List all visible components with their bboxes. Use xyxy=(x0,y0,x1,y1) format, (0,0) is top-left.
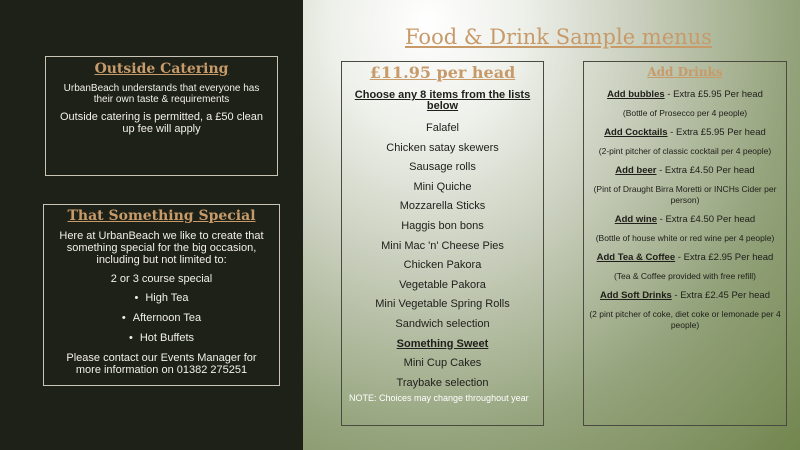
outside-catering-fee: Outside catering is permitted, a £50 clean up fee will apply xyxy=(59,111,263,135)
drink-desc: (Bottle of house white or red wine per 4 people) xyxy=(595,233,775,243)
food-item: Sandwich selection xyxy=(395,317,490,330)
drink-option: Add bubbles - Extra £5.95 Per head (Bottle of Prosecco per 4 people) xyxy=(589,89,781,119)
drink-price: Extra £2.45 Per head xyxy=(680,290,771,301)
special-item: • Hot Buffets xyxy=(54,332,269,344)
drink-option: Add beer - Extra £4.50 Per head (Pint of Draught Birra Moretti or INCHs Cider per person) xyxy=(589,165,781,206)
food-item: Mini Vegetable Spring Rolls xyxy=(375,298,510,311)
drink-option: Add Tea & Coffee - Extra £2.95 Per head (Tea & Coffee provided with free refill) xyxy=(589,252,781,282)
drinks-title: Add Drinks xyxy=(647,65,723,79)
food-item: Mozzarella Sticks xyxy=(399,200,486,213)
price-per-head: £11.95 per head xyxy=(369,63,516,82)
choose-instruction: Choose any 8 items from the lists below xyxy=(354,89,531,112)
drink-name: Add wine xyxy=(614,214,657,225)
food-item: Mini Mac 'n' Cheese Pies xyxy=(381,239,504,252)
drink-desc: (2-pint pitcher of classic cocktail per 4 people) xyxy=(598,146,772,156)
special-list xyxy=(54,292,269,344)
sweet-heading: Something Sweet xyxy=(396,337,489,350)
food-item: Sausage rolls xyxy=(409,161,476,174)
drink-option: Add Cocktails - Extra £5.95 Per head (2-pint pitcher of classic cocktail per 4 people) xyxy=(589,127,781,157)
outside-catering-text: UrbanBeach understands that everyone has their own taste & requirements xyxy=(63,83,260,105)
special-item: • High Tea xyxy=(54,292,269,304)
sweet-item: Mini Cup Cakes xyxy=(403,357,482,370)
drink-desc: (Bottle of Prosecco per 4 people) xyxy=(622,108,748,118)
drink-price: Extra £5.95 Per head xyxy=(676,127,766,138)
drink-name: Add Tea & Coffee xyxy=(596,252,676,263)
menu-note: NOTE: Choices may change throughout year xyxy=(349,393,529,403)
drinks-box xyxy=(583,61,787,426)
something-special-intro: Here at UrbanBeach we like to create that something special for the big occasion, including but not limited to: xyxy=(59,230,264,266)
drink-desc: (Tea & Coffee provided with free refill) xyxy=(613,271,757,281)
food-item: Haggis bon bons xyxy=(401,219,484,232)
drink-price: Extra £4.50 Per head xyxy=(665,214,756,225)
drink-desc: (2 pint pitcher of coke, diet coke or lemonade per 4 people) xyxy=(589,309,781,330)
drink-name: Add Cocktails xyxy=(604,127,668,138)
contact-text: Please contact our Events Manager for more information on 01382 275251 xyxy=(66,352,257,376)
course-special: 2 or 3 course special xyxy=(110,273,213,285)
food-list xyxy=(346,119,539,393)
drink-name: Add bubbles xyxy=(607,89,665,100)
outside-catering-box xyxy=(45,56,278,176)
drink-name: Add beer xyxy=(615,165,657,176)
drink-price: Extra £5.95 Per head xyxy=(673,89,763,100)
food-item: Falafel xyxy=(425,122,460,134)
sweet-item: Traybake selection xyxy=(396,376,489,389)
special-item: • Afternoon Tea xyxy=(54,312,269,324)
page-title: Food & Drink Sample menus xyxy=(405,25,712,49)
drink-desc: (Pint of Draught Birra Moretti or INCHs Cider per person) xyxy=(593,184,777,205)
food-item: Mini Quiche xyxy=(413,180,472,193)
drink-name: Add Soft Drinks xyxy=(599,290,672,301)
drink-option: Add Soft Drinks - Extra £2.45 Per head (2 pint pitcher of coke, diet coke or lemonade per 4 people) xyxy=(589,290,781,330)
food-item: Vegetable Pakora xyxy=(399,278,486,291)
drink-price: Extra £4.50 Per head xyxy=(664,165,755,176)
food-item: Chicken Pakora xyxy=(403,259,482,272)
something-special-box xyxy=(43,204,280,386)
food-item: Chicken satay skewers xyxy=(386,141,499,154)
drink-price: Extra £2.95 Per head xyxy=(683,252,774,263)
drink-option: Add wine - Extra £4.50 Per head (Bottle of house white or red wine per 4 people) xyxy=(589,214,781,244)
outside-catering-title: Outside Catering xyxy=(94,61,229,77)
something-special-title: That Something Special xyxy=(67,208,256,224)
food-menu-box xyxy=(341,61,544,426)
